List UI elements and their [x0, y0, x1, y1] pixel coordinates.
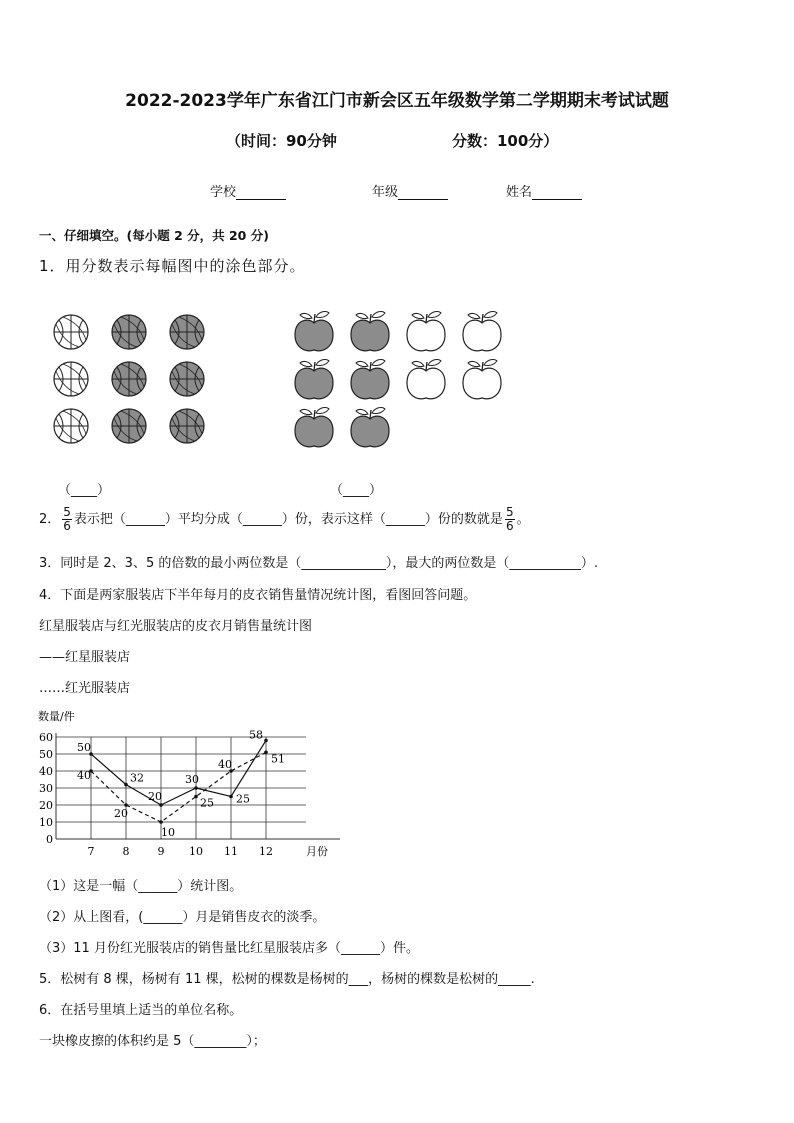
y-tick-label: 40: [39, 765, 53, 778]
shaded-apple-icon: [295, 408, 333, 447]
question-3: 3．同时是 2、3、5 的倍数的最小两位数是（_____________），最大的两位数是（___________）.: [39, 556, 598, 571]
y-tick-label: 20: [39, 799, 53, 812]
grade-blank[interactable]: [398, 185, 448, 200]
page-title: 2022-2023学年广东省江门市新会区五年级数学第二学期期末考试试题: [125, 91, 669, 111]
data-point: [194, 795, 198, 799]
shaded-basketball-icon: [170, 409, 204, 443]
question-4-1: （1）这是一幅（______）统计图。: [39, 879, 243, 894]
shaded-apple-icon: [295, 360, 333, 399]
data-label: 30: [185, 773, 199, 786]
y-tick-label: 60: [39, 731, 53, 744]
data-label: 20: [148, 790, 162, 803]
basketball-icon: [54, 409, 88, 443]
apple-icon: [407, 312, 445, 351]
grade-field: [372, 181, 448, 200]
apple-icon: [407, 360, 445, 399]
x-tick-label: 9: [157, 845, 165, 858]
data-point: [159, 820, 163, 824]
school-field: [210, 181, 286, 200]
basketball-icon: [54, 362, 88, 396]
frac-denominator: 6: [63, 519, 71, 533]
apple-figure: [285, 300, 515, 455]
frac-numerator: 5: [63, 505, 71, 519]
name-label: 姓名: [506, 185, 533, 200]
data-label: 58: [249, 728, 263, 742]
x-tick-label: 7: [87, 845, 95, 858]
data-label: 40: [218, 758, 232, 771]
shaded-basketball-icon: [170, 315, 204, 349]
question-4: 4．下面是两家服装店下半年每月的皮衣销售量情况统计图，看图回答问题。: [39, 588, 477, 603]
data-label: 40: [77, 769, 91, 782]
question-4-2: （2）从上图看，(______）月是销售皮衣的淡季。: [39, 910, 326, 925]
x-tick-label: 8: [122, 845, 130, 858]
data-label: 32: [130, 771, 144, 785]
line-chart: [30, 705, 350, 865]
q1-answer-left[interactable]: （____）: [58, 483, 111, 498]
chart-title: 红星服装店与红光服装店的皮衣月销售量统计图: [39, 619, 313, 634]
apple-icon: [463, 360, 501, 399]
shaded-basketball-icon: [170, 362, 204, 396]
shaded-apple-icon: [351, 312, 389, 351]
legend-solid: ——红星服装店: [39, 650, 131, 665]
y-axis-label: 数量/件: [38, 710, 75, 723]
shaded-apple-icon: [295, 312, 333, 351]
shaded-apple-icon: [351, 360, 389, 399]
basketball-icon: [54, 315, 88, 349]
question-6-line-1: 一块橡皮擦的体积约是 5（________）；: [39, 1034, 266, 1049]
q2-end: 。: [516, 512, 530, 527]
basketball-figure: [40, 300, 240, 450]
data-label: 51: [271, 752, 285, 766]
school-label: 学校: [210, 185, 237, 200]
data-label: 10: [161, 826, 175, 839]
y-tick-label: 10: [39, 816, 53, 829]
y-tick-label: 50: [39, 748, 53, 761]
data-point: [264, 739, 268, 743]
shaded-basketball-icon: [112, 409, 146, 443]
question-2: [39, 506, 530, 533]
question-6: 6．在括号里填上适当的单位名称。: [39, 1003, 243, 1018]
y-tick-label: 30: [39, 782, 53, 795]
fraction-five-sixths: [62, 506, 72, 533]
data-label: 25: [236, 792, 250, 806]
grade-label: 年级: [372, 185, 399, 200]
shaded-apple-icon: [351, 408, 389, 447]
section-heading: 一、仔细填空。(每小题 2 分，共 20 分): [39, 228, 269, 243]
apple-icon: [463, 312, 501, 351]
q2-prefix: 2．: [39, 512, 61, 527]
data-label: 25: [200, 796, 214, 810]
exam-score: 分数：100分）: [452, 132, 559, 150]
school-blank[interactable]: [236, 185, 286, 200]
name-field: [506, 181, 582, 200]
shaded-basketball-icon: [112, 315, 146, 349]
x-tick-label: 12: [259, 845, 273, 858]
data-point: [229, 795, 233, 799]
data-point: [264, 751, 268, 755]
question-1: 1．用分数表示每幅图中的涂色部分。: [39, 257, 306, 275]
data-point: [124, 783, 128, 787]
question-5: 5．松树有 8 棵，杨树有 11 棵，松树的棵数是杨树的___，杨树的棵数是松树的_____.: [39, 972, 535, 987]
fraction-five-sixths-end: [505, 506, 515, 533]
frac-numerator-end: 5: [505, 505, 514, 519]
q2-middle: 表示把（______）平均分成（______）份，表示这样（______）份的数就是: [73, 512, 503, 527]
shaded-basketball-icon: [112, 362, 146, 396]
x-axis-label: 月份: [306, 845, 328, 858]
question-4-3: （3）11 月份红光服装店的销售量比红星服装店多（______）件。: [39, 941, 419, 956]
legend-dotted: ……红光服装店: [39, 681, 131, 696]
y-tick-label: 0: [46, 833, 53, 846]
data-label: 20: [114, 807, 128, 820]
data-point: [194, 786, 198, 790]
exam-time: （时间：90分钟: [226, 132, 337, 150]
x-tick-label: 11: [224, 845, 238, 858]
data-label: 50: [77, 741, 91, 754]
frac-denominator-end: 6: [505, 519, 514, 533]
name-blank[interactable]: [532, 185, 582, 200]
data-point: [159, 803, 163, 807]
q1-answer-right[interactable]: （____）: [330, 483, 383, 498]
x-tick-label: 10: [189, 845, 203, 858]
